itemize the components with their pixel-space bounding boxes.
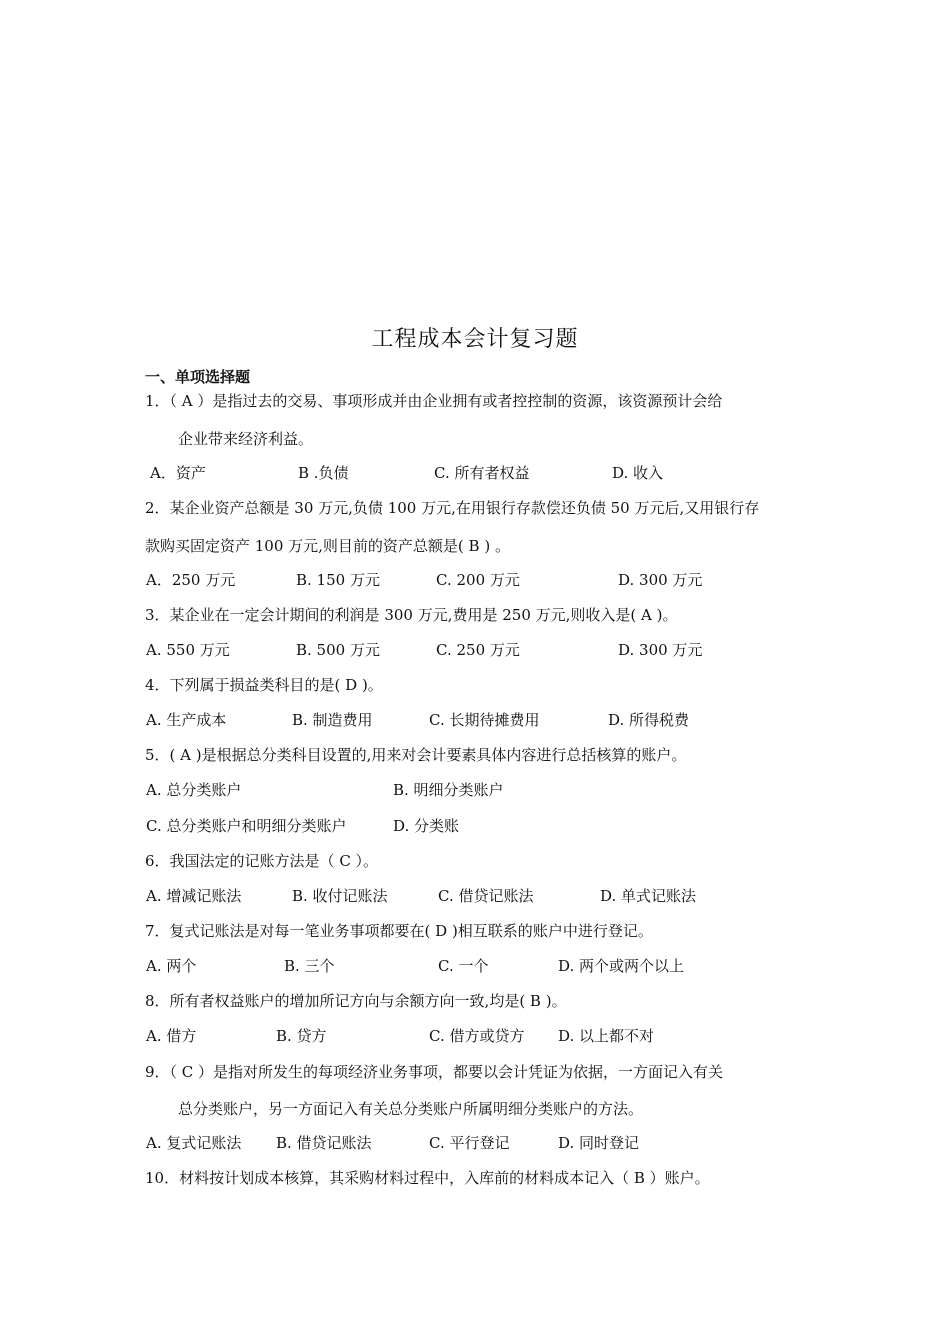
- q7-option-d: D. 两个或两个以上: [558, 957, 685, 975]
- question-10: 10．材料按计划成本核算，其采购材料过程中，入库前的材料成本记入（ B ）账户。: [145, 1169, 710, 1187]
- question-3: 3．某企业在一定会计期间的利润是 300 万元,费用是 250 万元,则收入是( A )。: [145, 606, 678, 624]
- q6-option-d: D. 单式记账法: [600, 887, 697, 905]
- section-heading: 一、单项选择题: [145, 368, 251, 386]
- question-1: 1．（ A ）是指过去的交易、事项形成并由企业拥有或者控控制的资源，该资源预计会给: [145, 392, 723, 410]
- question-2: 2．某企业资产总额是 30 万元,负债 100 万元,在用银行存款偿还负债 50 万元后,又用银行存: [145, 499, 760, 517]
- q1-option-b: B .负债: [298, 464, 349, 482]
- question-6: 6．我国法定的记账方法是（ C ）。: [145, 852, 379, 870]
- question-8: 8．所有者权益账户的增加所记方向与余额方向一致,均是( B )。: [145, 992, 567, 1010]
- q1-option-c: C. 所有者权益: [434, 464, 530, 482]
- question-7: 7．复式记账法是对每一笔业务事项都要在( D )相互联系的账户中进行登记。: [145, 922, 653, 940]
- q5-option-c: C. 总分类账户和明细分类账户: [146, 817, 347, 835]
- q5-option-a: A. 总分类账户: [146, 781, 242, 799]
- q1-option-d: D. 收入: [612, 464, 664, 482]
- q6-option-c: C. 借贷记账法: [438, 887, 534, 905]
- q4-option-c: C. 长期待摊费用: [429, 711, 540, 729]
- q7-option-a: A. 两个: [146, 957, 197, 975]
- q2-option-a: A．250 万元: [146, 571, 236, 589]
- question-5: 5．( A )是根据总分类科目设置的,用来对会计要素具体内容进行总括核算的账户。: [145, 746, 687, 764]
- q3-option-c: C. 250 万元: [436, 641, 520, 659]
- q8-option-a: A. 借方: [146, 1027, 197, 1045]
- q7-option-b: B. 三个: [284, 957, 335, 975]
- q6-option-a: A. 增减记账法: [146, 887, 242, 905]
- q2-option-c: C. 200 万元: [436, 571, 520, 589]
- q9-option-c: C. 平行登记: [429, 1134, 510, 1152]
- q9-option-b: B. 借贷记账法: [276, 1134, 372, 1152]
- q3-option-b: B. 500 万元: [296, 641, 380, 659]
- q8-option-c: C. 借方或贷方: [429, 1027, 525, 1045]
- question-1-cont: 企业带来经济利益。: [178, 430, 314, 448]
- question-4: 4．下列属于损益类科目的是( D )。: [145, 676, 383, 694]
- question-9-cont: 总分类账户，另一方面记入有关总分类账户所属明细分类账户的方法。: [178, 1100, 644, 1118]
- q3-option-a: A. 550 万元: [146, 641, 230, 659]
- q2-option-b: B. 150 万元: [296, 571, 380, 589]
- q4-option-a: A. 生产成本: [146, 711, 227, 729]
- question-2-cont: 款购买固定资产 100 万元,则目前的资产总额是( B ) 。: [145, 537, 510, 555]
- q8-option-b: B. 贷方: [276, 1027, 327, 1045]
- q4-option-d: D. 所得税费: [608, 711, 690, 729]
- q5-option-b: B. 明细分类账户: [393, 781, 504, 799]
- q9-option-d: D. 同时登记: [558, 1134, 640, 1152]
- q7-option-c: C. 一个: [438, 957, 489, 975]
- q1-option-a: A．资产: [150, 464, 206, 482]
- q2-option-d: D. 300 万元: [618, 571, 703, 589]
- q9-option-a: A. 复式记账法: [146, 1134, 242, 1152]
- q5-option-d: D. 分类账: [393, 817, 460, 835]
- document-title: 工程成本会计复习题: [371, 327, 579, 352]
- question-9: 9．（ C ）是指对所发生的每项经济业务事项，都要以会计凭证为依据，一方面记入有关: [145, 1063, 724, 1081]
- q8-option-d: D. 以上都不对: [558, 1027, 655, 1045]
- q4-option-b: B. 制造费用: [292, 711, 373, 729]
- q3-option-d: D. 300 万元: [618, 641, 703, 659]
- q6-option-b: B. 收付记账法: [292, 887, 388, 905]
